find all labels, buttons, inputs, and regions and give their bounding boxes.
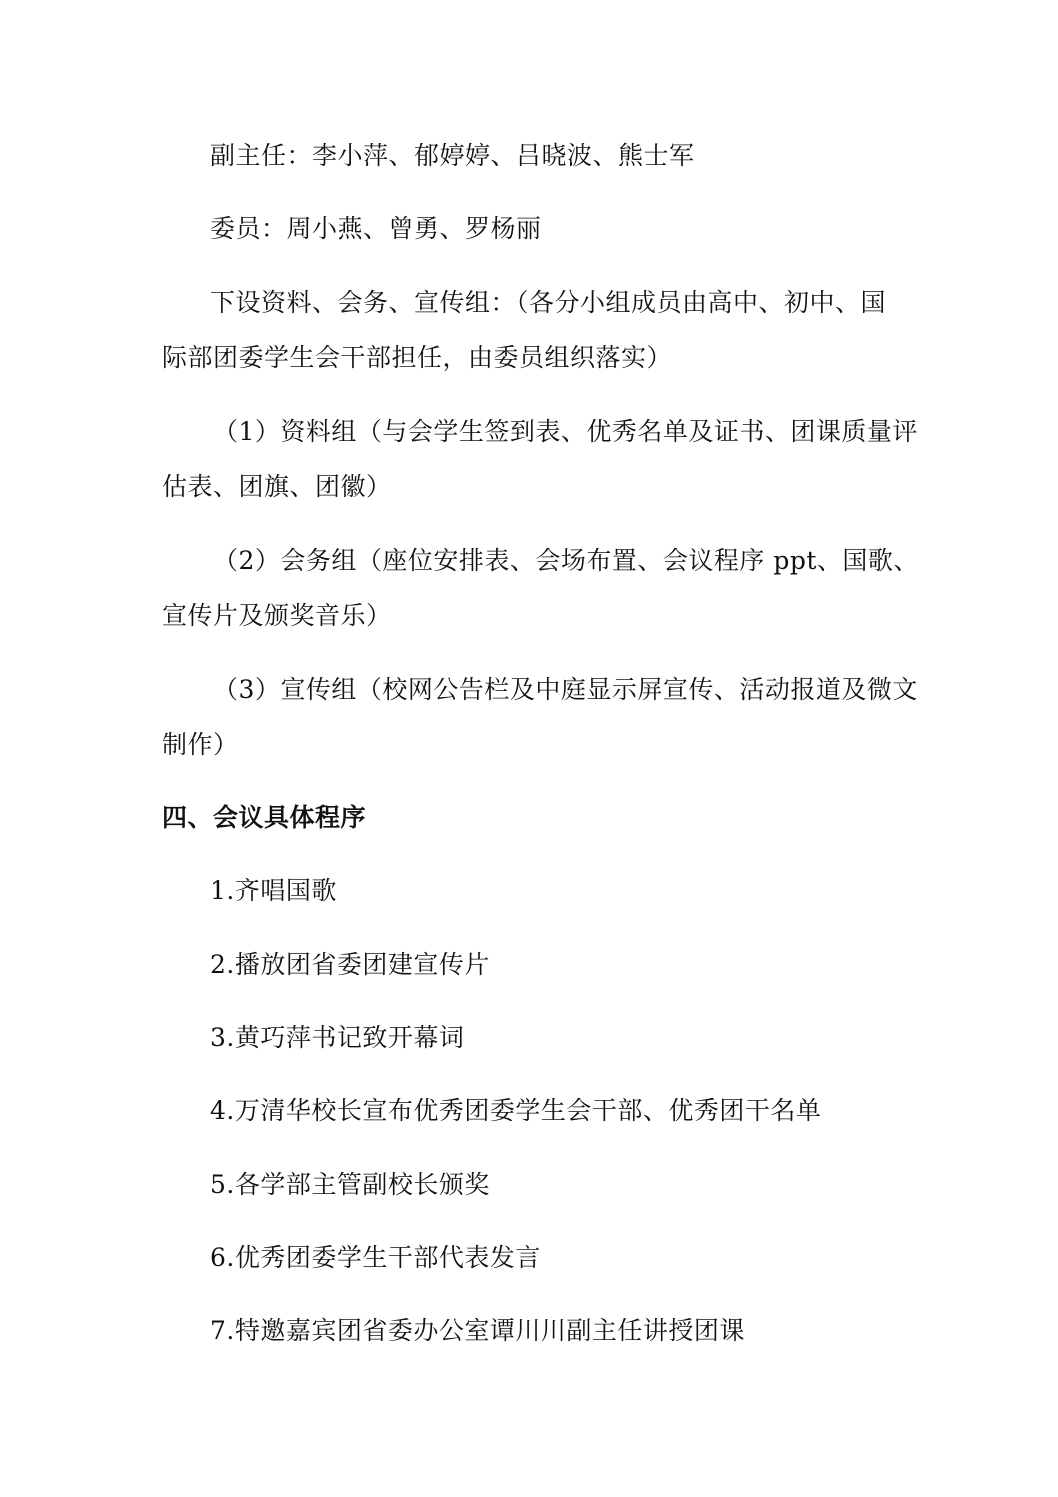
members-line: 委员：周小燕、曾勇、罗杨丽 [210, 214, 542, 243]
group-materials-line-1: （1）资料组（与会学生签到表、优秀名单及证书、团课质量评 [213, 417, 918, 446]
procedure-item-4: 4.万清华校长宣布优秀团委学生会干部、优秀团干名单 [210, 1096, 822, 1125]
procedure-item-5: 5.各学部主管副校长颁奖 [210, 1170, 490, 1199]
groups-intro-line-1: 下设资料、会务、宣传组：（各分小组成员由高中、初中、国 [210, 288, 887, 317]
group-publicity-line-2: 制作） [162, 730, 239, 759]
group-affairs-line-1: （2）会务组（座位安排表、会场布置、会议程序 ppt、国歌、 [213, 546, 919, 575]
group-publicity-line-1: （3）宣传组（校网公告栏及中庭显示屏宣传、活动报道及微文 [213, 675, 918, 704]
procedure-item-2: 2.播放团省委团建宣传片 [210, 950, 490, 979]
group-affairs-line-2: 宣传片及颁奖音乐） [162, 601, 392, 630]
groups-intro-line-2: 际部团委学生会干部担任，由委员组织落实） [162, 343, 673, 372]
section-heading: 四、会议具体程序 [162, 803, 367, 832]
procedure-item-1: 1.齐唱国歌 [210, 876, 337, 905]
procedure-item-7: 7.特邀嘉宾团省委办公室谭川川副主任讲授团课 [210, 1316, 745, 1345]
vice-directors-line: 副主任：李小萍、郁婷婷、吕晓波、熊士军 [210, 141, 695, 170]
procedure-item-6: 6.优秀团委学生干部代表发言 [210, 1243, 541, 1272]
group-materials-line-2: 估表、团旗、团徽） [162, 472, 392, 501]
procedure-item-3: 3.黄巧萍书记致开幕词 [210, 1023, 465, 1052]
